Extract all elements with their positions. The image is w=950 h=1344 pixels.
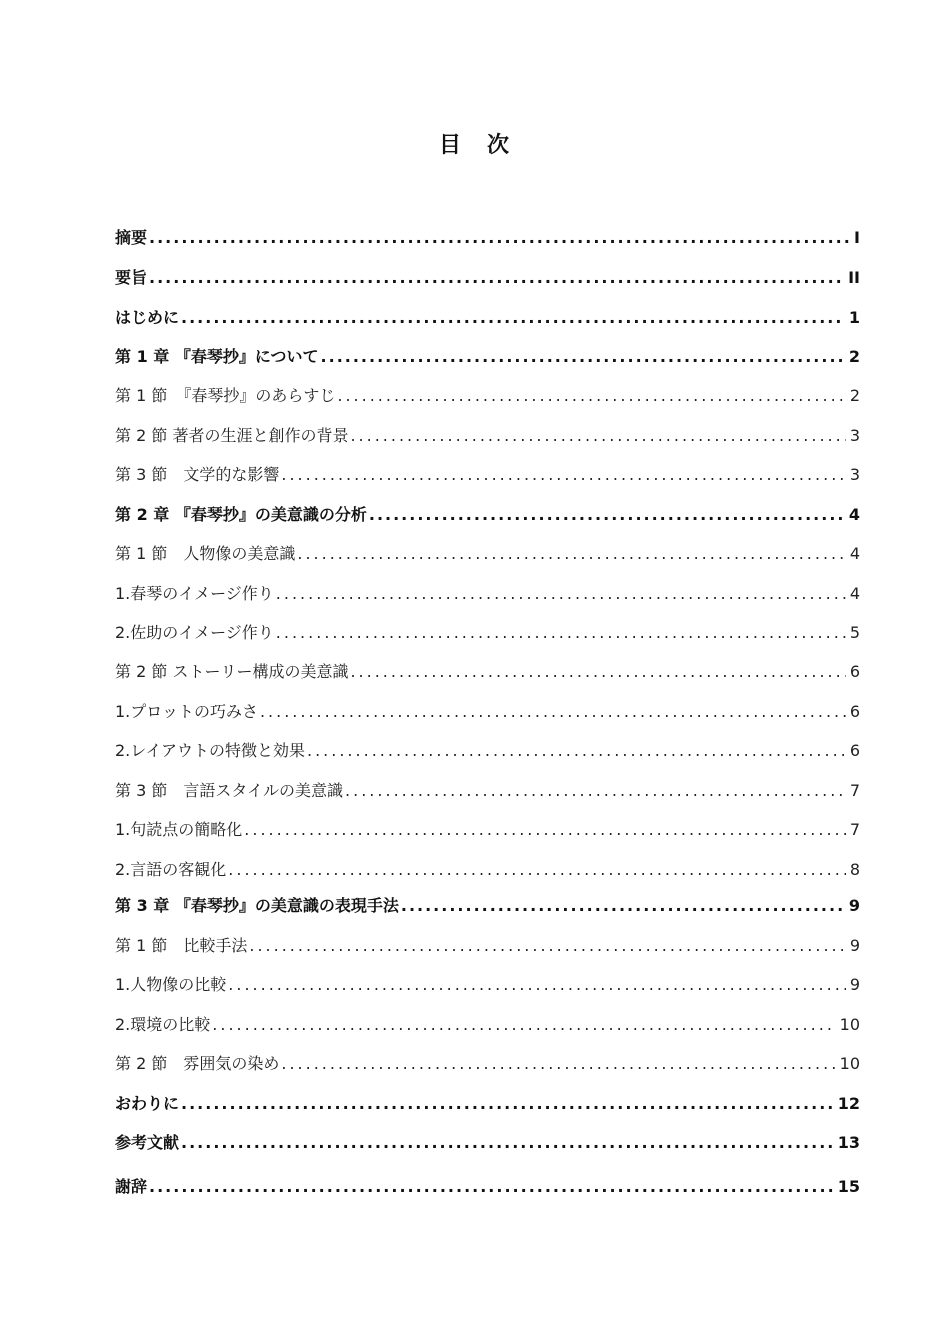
toc-leader-dots bbox=[181, 1094, 834, 1114]
toc-entry-label: 第 2 章 『春琴抄』の美意識の分析 bbox=[115, 505, 367, 524]
toc-entry-label: 1.春琴のイメージ作り bbox=[115, 584, 274, 603]
toc-entry-page: 1 bbox=[848, 308, 860, 327]
toc-entry bbox=[115, 461, 860, 485]
toc-entry bbox=[115, 892, 860, 916]
toc-leader-dots bbox=[228, 975, 846, 995]
toc-entry-label: 第 1 章 『春琴抄』について bbox=[115, 347, 319, 366]
toc-entry-page: II bbox=[848, 268, 860, 287]
toc-leader-dots bbox=[297, 544, 845, 564]
toc-entry-page: 7 bbox=[849, 781, 860, 800]
toc-entry-page: 6 bbox=[849, 741, 860, 760]
toc-entry-page: 4 bbox=[849, 544, 860, 563]
toc-leader-dots bbox=[337, 386, 845, 406]
toc-entry-page: 3 bbox=[849, 465, 860, 484]
toc-entry bbox=[115, 619, 860, 643]
toc-leader-dots bbox=[212, 1015, 835, 1035]
toc-entry-page: 7 bbox=[849, 820, 860, 839]
toc-entry-label: 2.言語の客観化 bbox=[115, 860, 227, 879]
toc-leader-dots bbox=[260, 702, 846, 722]
toc-entry-page: 5 bbox=[849, 623, 860, 642]
toc-entry-label: 第 1 節 『春琴抄』のあらすじ bbox=[115, 386, 336, 405]
toc-entry-label: 第 1 節 比較手法 bbox=[115, 936, 248, 955]
toc-entry-label: 2.レイアウトの特徴と効果 bbox=[115, 741, 305, 760]
toc-entry bbox=[115, 698, 860, 722]
toc-leader-dots bbox=[149, 1177, 834, 1197]
toc-entry bbox=[115, 1129, 860, 1153]
toc-entry bbox=[115, 1011, 860, 1035]
toc-entry bbox=[115, 1173, 860, 1197]
toc-leader-dots bbox=[228, 860, 846, 880]
toc-entry-label: 2.環境の比較 bbox=[115, 1015, 211, 1034]
toc-entry bbox=[115, 932, 860, 956]
toc-leader-dots bbox=[149, 268, 844, 288]
toc-leader-dots bbox=[181, 1133, 834, 1153]
toc-leader-dots bbox=[149, 228, 850, 248]
toc-entry bbox=[115, 1050, 860, 1074]
toc-entry bbox=[115, 777, 860, 801]
toc-entry-page: 2 bbox=[848, 347, 860, 366]
toc-entry-label: 1.プロットの巧みさ bbox=[115, 702, 258, 721]
toc-entry bbox=[115, 816, 860, 840]
toc-entry-page: 10 bbox=[839, 1015, 860, 1034]
toc-entry-label: 第 3 節 文学的な影響 bbox=[115, 465, 280, 484]
toc-entry-label: 第 2 節 雰囲気の染め bbox=[115, 1054, 280, 1073]
toc-entry-page: 10 bbox=[839, 1054, 860, 1073]
page-title: 目 次 bbox=[438, 133, 511, 158]
toc-leader-dots bbox=[281, 1054, 835, 1074]
toc-entry bbox=[115, 382, 860, 406]
toc-leader-dots bbox=[181, 308, 845, 328]
toc-entry-page: 13 bbox=[837, 1133, 860, 1152]
toc-leader-dots bbox=[276, 584, 846, 604]
toc-leader-dots bbox=[281, 465, 845, 485]
toc-leader-dots bbox=[369, 505, 845, 525]
toc-entry-label: 第 1 節 人物像の美意識 bbox=[115, 544, 296, 563]
toc-entry bbox=[115, 264, 860, 288]
toc-leader-dots bbox=[321, 347, 845, 367]
toc-entry-label: 1.句読点の簡略化 bbox=[115, 820, 243, 839]
toc-entry-page: 4 bbox=[849, 584, 860, 603]
toc-entry-page: 12 bbox=[837, 1094, 860, 1113]
toc-entry-label: おわりに bbox=[115, 1094, 180, 1113]
toc-entry bbox=[115, 580, 860, 604]
toc-entry-label: 参考文献 bbox=[115, 1133, 180, 1152]
toc-entry-label: 第 3 節 言語スタイルの美意識 bbox=[115, 781, 344, 800]
toc-entry bbox=[115, 1090, 860, 1114]
toc-entry-page: 6 bbox=[849, 702, 860, 721]
toc-leader-dots bbox=[307, 741, 846, 761]
toc-entry-page: 15 bbox=[837, 1177, 860, 1196]
toc-entry-page: 2 bbox=[849, 386, 860, 405]
toc-entry-label: 1.人物像の比較 bbox=[115, 975, 227, 994]
toc-entry bbox=[115, 224, 860, 248]
toc-entry-label: 第 2 節 ストーリー構成の美意識 bbox=[115, 662, 349, 681]
toc-entry-label: 要旨 bbox=[115, 268, 148, 287]
toc-entry-label: はじめに bbox=[115, 308, 180, 327]
toc-entry-label: 謝辞 bbox=[115, 1177, 148, 1196]
toc-leader-dots bbox=[244, 820, 846, 840]
toc-entry-page: 3 bbox=[849, 426, 860, 445]
toc-entry-page: 8 bbox=[849, 860, 860, 879]
toc-leader-dots bbox=[350, 662, 845, 682]
toc-entry-label: 第 2 節 著者の生涯と創作の背景 bbox=[115, 426, 349, 445]
toc-leader-dots bbox=[350, 426, 845, 446]
toc-entry-page: 9 bbox=[849, 936, 860, 955]
toc-entry-page: 6 bbox=[849, 662, 860, 681]
toc-entry bbox=[115, 856, 860, 880]
toc-entry bbox=[115, 501, 860, 525]
toc-entry bbox=[115, 737, 860, 761]
toc-entry bbox=[115, 658, 860, 682]
toc-leader-dots bbox=[345, 781, 846, 801]
toc-entry-page: I bbox=[854, 228, 860, 247]
toc-entry bbox=[115, 304, 860, 328]
toc-entry-label: 2.佐助のイメージ作り bbox=[115, 623, 274, 642]
toc-entry bbox=[115, 540, 860, 564]
toc-entry bbox=[115, 343, 860, 367]
toc-leader-dots bbox=[249, 936, 845, 956]
toc-leader-dots bbox=[401, 896, 845, 916]
toc-entry-page: 4 bbox=[848, 505, 860, 524]
toc-entry-page: 9 bbox=[848, 896, 860, 915]
toc-entry-label: 第 3 章 『春琴抄』の美意識の表現手法 bbox=[115, 896, 399, 915]
toc-entry bbox=[115, 971, 860, 995]
toc-entry bbox=[115, 422, 860, 446]
toc-leader-dots bbox=[276, 623, 846, 643]
toc-entry-label: 摘要 bbox=[115, 228, 148, 247]
toc-entry-page: 9 bbox=[849, 975, 860, 994]
